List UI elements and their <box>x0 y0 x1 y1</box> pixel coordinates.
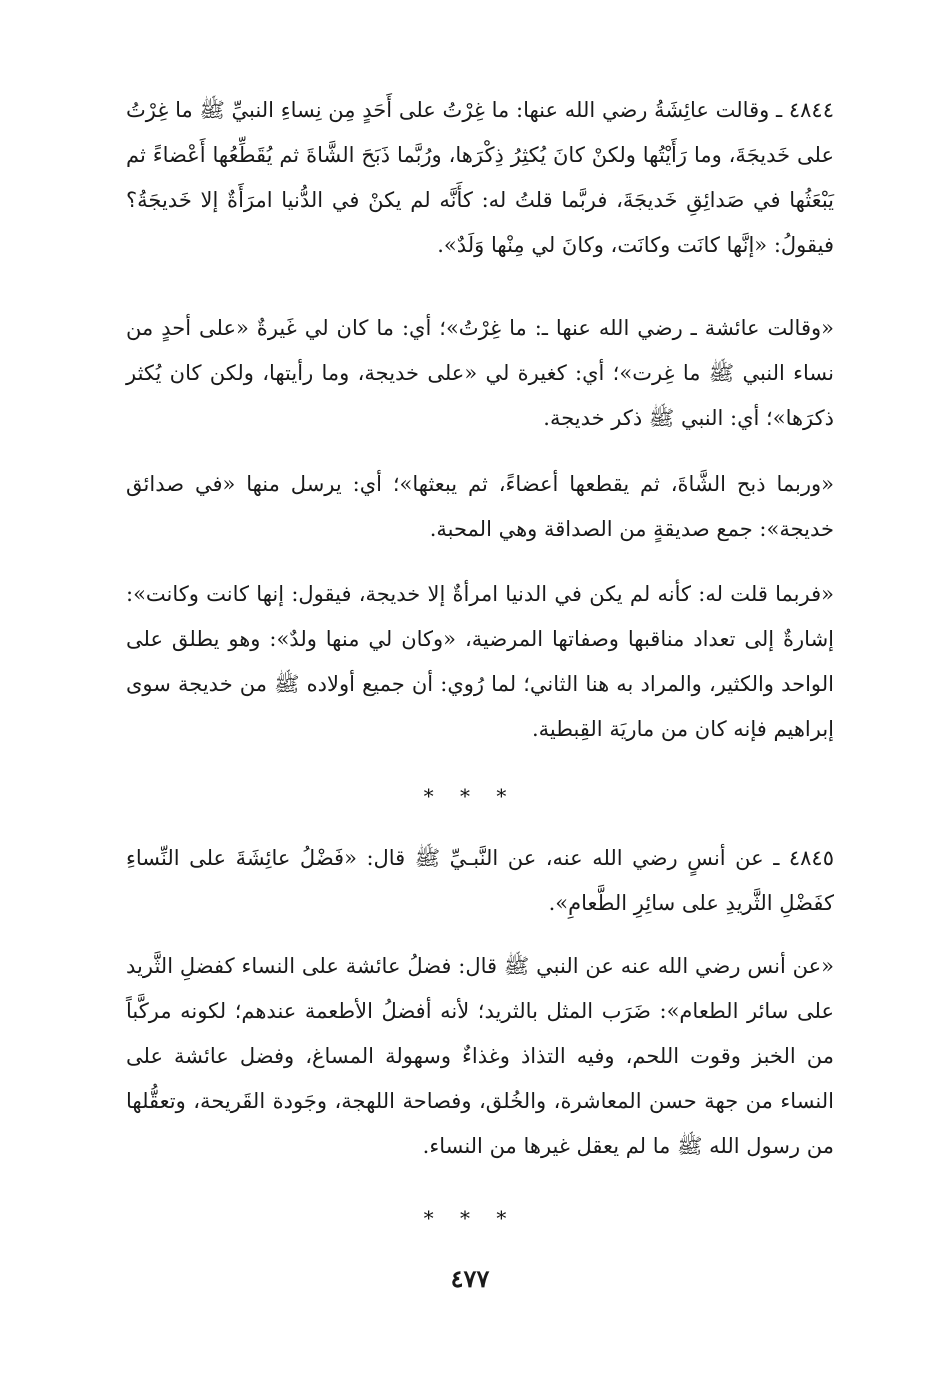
section-separator: * * * <box>423 1206 517 1230</box>
hadith-4844-commentary-2: «وربما ذبح الشَّاةَ، ثم يقطعها أعضاءً، ثم يبعثها»؛ أي: يرسل منها «في صدائق خديجة»: جمع صديقةٍ من الصداقة وهي المحبة. <box>126 472 834 541</box>
page-number: ٤٧٧ <box>450 1264 490 1293</box>
hadith-4844-commentary-1: «وقالت عائشة ـ رضي الله عنها ـ: ما غِرْتُ»؛ أي: ما كان لي غَيرةٌ «على أحدٍ من نساء النبي ﷺ ما غِرت»؛ أي: كغيرة لي «على خديجة، وما رأيتها، ولكن كان يُكثر ذكرَها»؛ أي: النبي ﷺ ذكر خديجة. <box>126 316 834 430</box>
hadith-4845-text: ٤٨٤٥ ـ عن أنسٍ رضي الله عنه، عن النَّبـيِّ ﷺ قال: «فَضْلُ عائِشَةَ على النِّساءِ كفَضْلِ الثَّريدِ على سائِرِ الطَّعامِ». <box>126 846 834 915</box>
hadith-4844-commentary-3: «فربما قلت له: كأنه لم يكن في الدنيا امرأةٌ إلا خديجة، فيقول: إنها كانت وكانت»: إشارةٌ إلى تعداد مناقبها وصفاتها المرضية، «وكان لي منها ولدٌ»: وهو يطلق على الواحد والكثير، والمراد به هنا الثاني؛ لما رُوي: أن جميع أولاده ﷺ من خديجة سوى إبراهيم فإنه كان من ماريَة القِبطية. <box>126 582 834 741</box>
hadith-4845-commentary: «عن أنس رضي الله عنه عن النبي ﷺ قال: فضلُ عائشة على النساء كفضلِ الثَّريد على سائر الطعام»: ضَرَب المثل بالثريد؛ لأنه أفضلُ الأطعمة عندهم؛ لكونه مركَّباً من الخبز وقوت اللحم، وفيه التذاذ وغذاءٌ وسهولة المساغ، وفضل عائشة على النساء من جهة حسن المعاشرة، والخُلق، وفصاحة اللهجة، وجَودة القَريحة، وتعقُّلها من رسول الله ﷺ ما لم يعقل غيرها من النساء. <box>126 954 834 1158</box>
hadith-4844-text: ٤٨٤٤ ـ وقالت عائِشَةُ رضي الله عنها: ما غِرْتُ على أَحَدٍ مِن نِساءِ النبيِّ ﷺ ما غِرْتُ على خَديجَةَ، وما رَأَيْتُها ولكنْ كانَ يُكثِرُ ذِكْرَها، ورُبَّما ذَبَحَ الشَّاةَ ثم يُقَطِّعُها أَعْضاءً ثم يَبْعَثُها في صَدائِقِ خَديجَةَ، فربَّما قلتُ له: كأَنَّه لم يكنْ في الدُّنيا امرَأَةٌ إلا خَديجَةُ؟ فيقولُ: «إنَّها كانَت وكانَت، وكانَ لي مِنْها وَلَدٌ». <box>126 98 834 257</box>
section-separator: * * * <box>423 784 517 808</box>
